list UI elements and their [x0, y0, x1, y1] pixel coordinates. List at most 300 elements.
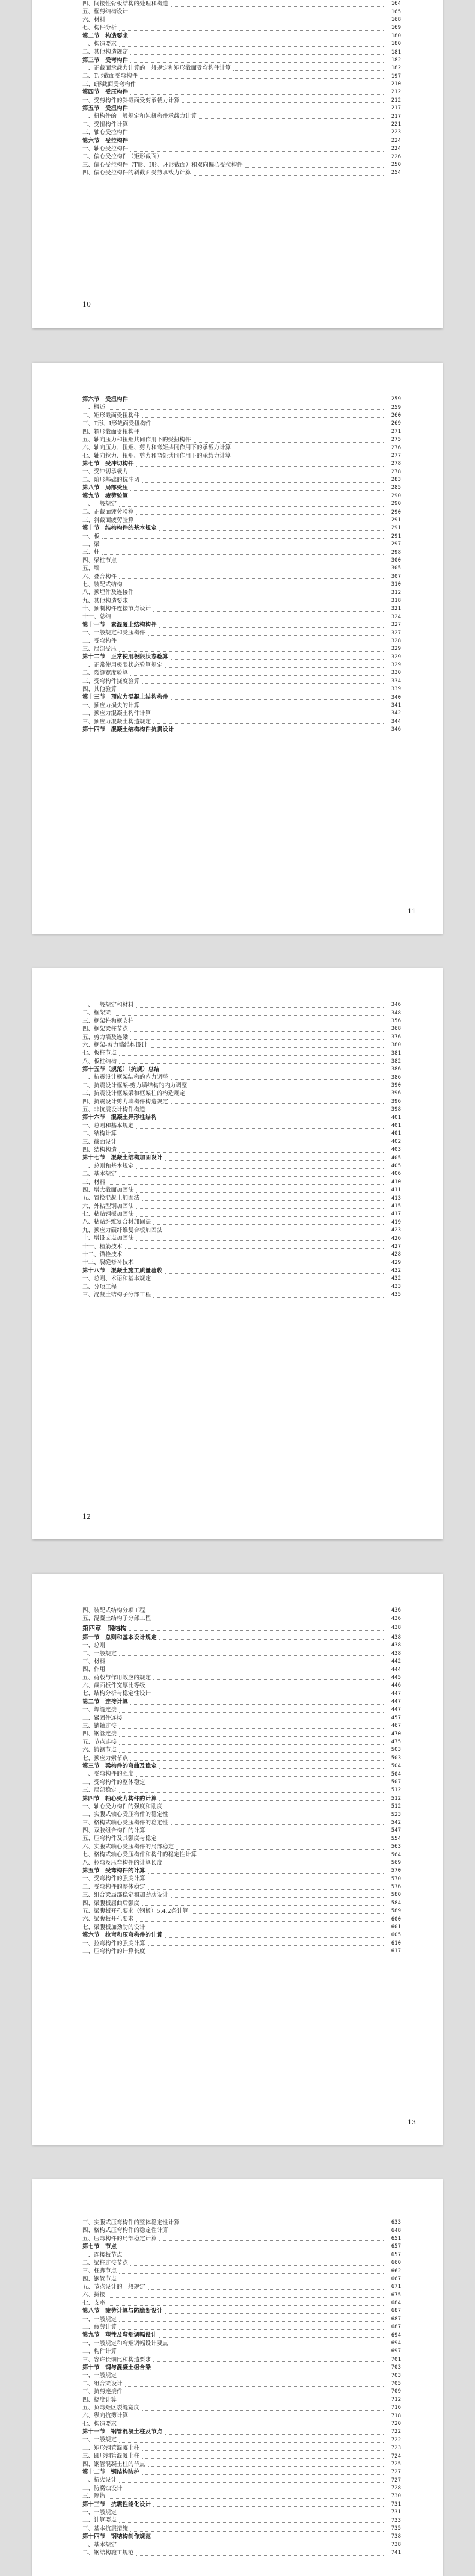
- toc-entry[interactable]: [82, 1017, 401, 1025]
- toc-entry-title: 四、格构式压弯构件的稳定性计算: [82, 2227, 168, 2234]
- toc-entry-page: 334: [391, 678, 401, 684]
- toc-entry[interactable]: [82, 645, 401, 653]
- toc-entry-title: 第六节 受扭构件: [82, 396, 129, 403]
- toc-entry-page: 697: [391, 2348, 401, 2355]
- toc-entry[interactable]: [82, 2516, 401, 2524]
- toc-entry[interactable]: [82, 508, 401, 516]
- toc-entry-title: 三、T形、I形截面受扭构件: [82, 420, 152, 428]
- dot-leader: [171, 5, 384, 7]
- toc-entry[interactable]: [82, 597, 401, 605]
- toc-entry-page: 290: [391, 492, 401, 499]
- toc-entry[interactable]: [82, 581, 401, 589]
- toc-entry-page: 731: [391, 2501, 401, 2507]
- toc-entry[interactable]: [82, 1803, 401, 1811]
- toc-entry[interactable]: [82, 1058, 401, 1066]
- toc-entry-title: 二、偏心受拉构件（矩形截面）: [82, 153, 163, 161]
- toc-entry-title: 一、预应力损失的计算: [82, 702, 140, 709]
- toc-entry-page: 651: [391, 2235, 401, 2242]
- toc-section-entry[interactable]: [82, 1267, 401, 1275]
- toc-entry[interactable]: [82, 97, 401, 105]
- toc-entry[interactable]: [82, 605, 401, 613]
- dot-leader: [153, 610, 384, 612]
- dot-leader: [119, 2320, 384, 2322]
- toc-entry-page: 446: [391, 1682, 401, 1689]
- toc-entry-title: 三、斜截面疲劳验算: [82, 517, 134, 524]
- toc-entry[interactable]: [82, 452, 401, 460]
- dot-leader: [102, 546, 384, 547]
- toc-section-entry[interactable]: [82, 1634, 401, 1642]
- toc-entry-title: 一、概述: [82, 404, 106, 411]
- toc-entry[interactable]: [82, 2477, 401, 2485]
- toc-entry[interactable]: [82, 129, 401, 136]
- toc-entry[interactable]: [82, 1130, 401, 1138]
- dot-leader: [125, 2490, 384, 2491]
- toc-entry[interactable]: [82, 1948, 401, 1955]
- toc-entry-page: 342: [391, 710, 401, 717]
- toc-entry[interactable]: [82, 2485, 401, 2492]
- toc-entry[interactable]: [82, 1755, 401, 1762]
- toc-entry-title: 二、梁: [82, 541, 100, 548]
- toc-entry[interactable]: [82, 1859, 401, 1867]
- dot-leader: [142, 1904, 384, 1906]
- toc-section-entry[interactable]: [82, 1154, 401, 1162]
- dot-leader: [153, 1296, 384, 1298]
- toc-entry-page: 675: [391, 2292, 401, 2298]
- toc-entry[interactable]: [82, 2323, 401, 2331]
- toc-entry[interactable]: [82, 1843, 401, 1851]
- toc-entry[interactable]: [82, 1875, 401, 1883]
- toc-entry[interactable]: [82, 1900, 401, 1907]
- toc-entry[interactable]: [82, 1162, 401, 1170]
- dot-leader: [136, 514, 384, 515]
- toc-entry[interactable]: [82, 1883, 401, 1891]
- dot-leader: [136, 594, 384, 595]
- toc-entry[interactable]: [82, 548, 401, 556]
- toc-entry[interactable]: [82, 2251, 401, 2259]
- toc-entry[interactable]: [82, 1259, 401, 1267]
- toc-entry[interactable]: [82, 1827, 401, 1835]
- toc-entry[interactable]: [82, 1891, 401, 1899]
- toc-entry[interactable]: [82, 500, 401, 508]
- toc-entry[interactable]: [82, 1851, 401, 1859]
- toc-entry[interactable]: [82, 613, 401, 621]
- toc-entry[interactable]: [82, 702, 401, 710]
- toc-entry-page: 382: [391, 1058, 401, 1064]
- toc-entry-page: 438: [391, 1642, 401, 1649]
- toc-entry[interactable]: [82, 589, 401, 596]
- dot-leader: [125, 2393, 384, 2394]
- toc-entry[interactable]: [82, 16, 401, 24]
- toc-entry[interactable]: [82, 2492, 401, 2500]
- toc-entry[interactable]: [82, 8, 401, 16]
- toc-entry[interactable]: [82, 637, 401, 645]
- dot-leader: [165, 1232, 384, 1233]
- toc-entry-title: 六、铸钢节点: [82, 1747, 117, 1754]
- toc-entry[interactable]: [82, 678, 401, 685]
- dot-leader: [136, 522, 384, 523]
- dot-leader: [148, 1880, 384, 1881]
- toc-entry[interactable]: [82, 1835, 401, 1843]
- dot-leader: [142, 482, 384, 483]
- toc-entry[interactable]: [82, 161, 401, 169]
- toc-entry-page: 259: [391, 396, 401, 403]
- toc-section-entry[interactable]: [82, 396, 401, 403]
- toc-entry[interactable]: [82, 1907, 401, 1915]
- toc-entry[interactable]: [82, 476, 401, 484]
- toc-entry-page: 438: [391, 1650, 401, 1657]
- toc-entry[interactable]: [82, 2275, 401, 2283]
- toc-entry[interactable]: [82, 1025, 401, 1033]
- toc-entry[interactable]: [82, 1219, 401, 1227]
- toc-entry[interactable]: [82, 1243, 401, 1251]
- toc-entry[interactable]: [82, 420, 401, 428]
- toc-entry[interactable]: [82, 1786, 401, 1794]
- toc-section-entry[interactable]: [82, 1114, 401, 1121]
- dot-leader: [119, 578, 384, 579]
- toc-entry[interactable]: [82, 1658, 401, 1666]
- toc-entry-title: 二、T形截面受弯构件: [82, 73, 138, 80]
- toc-section-entry[interactable]: [82, 1762, 401, 1770]
- dot-leader: [142, 682, 384, 684]
- toc-section-entry[interactable]: [82, 1795, 401, 1803]
- toc-entry[interactable]: [82, 1001, 401, 1009]
- toc-entry-page: 617: [391, 1948, 401, 1955]
- dot-leader: [119, 2353, 384, 2354]
- toc-entry[interactable]: [82, 1915, 401, 1923]
- toc-entry-title: 四、钢管混凝土柱的节点: [82, 2461, 146, 2468]
- toc-entry[interactable]: [82, 2316, 401, 2323]
- toc-entry[interactable]: [82, 64, 401, 72]
- toc-entry[interactable]: [82, 661, 401, 669]
- dot-leader: [159, 1119, 384, 1120]
- toc-entry[interactable]: [82, 1738, 401, 1746]
- toc-entry[interactable]: [82, 2388, 401, 2396]
- toc-section-entry[interactable]: [82, 484, 401, 492]
- dot-leader: [119, 2272, 384, 2274]
- toc-entry-page: 444: [391, 1666, 401, 1673]
- dot-leader: [165, 1159, 384, 1161]
- toc-section-entry[interactable]: [82, 105, 401, 112]
- toc-section-entry[interactable]: [82, 2243, 401, 2251]
- toc-section-entry[interactable]: [82, 693, 401, 701]
- toc-section-entry[interactable]: [82, 2428, 401, 2436]
- toc-entry[interactable]: [82, 2356, 401, 2364]
- toc-entry[interactable]: [82, 1074, 401, 1082]
- toc-entry[interactable]: [82, 1179, 401, 1186]
- toc-entry[interactable]: [82, 2267, 401, 2275]
- toc-entry[interactable]: [82, 1924, 401, 1931]
- toc-section-entry[interactable]: [82, 654, 401, 661]
- toc-entry-title: 六、拼接: [82, 2292, 106, 2299]
- toc-entry[interactable]: [82, 573, 401, 581]
- toc-entry-title: 二、紧固件连接: [82, 1714, 123, 1722]
- toc-section-entry[interactable]: [82, 88, 401, 96]
- toc-entry[interactable]: [82, 169, 401, 177]
- toc-entry-page: 657: [391, 2243, 401, 2250]
- toc-entry-title: 一、焊缝连接: [82, 1707, 117, 1714]
- toc-entry[interactable]: [82, 1049, 401, 1057]
- toc-entry[interactable]: [82, 1106, 401, 1114]
- toc-entry[interactable]: [82, 1682, 401, 1690]
- toc-entry[interactable]: [82, 2292, 401, 2299]
- toc-section-entry[interactable]: [82, 460, 401, 468]
- toc-entry[interactable]: [82, 48, 401, 56]
- toc-entry[interactable]: [82, 517, 401, 524]
- toc-section-entry[interactable]: [82, 492, 401, 500]
- toc-entry[interactable]: [82, 0, 401, 8]
- toc-entry[interactable]: [82, 2219, 401, 2227]
- toc-section-entry[interactable]: [82, 57, 401, 64]
- toc-entry[interactable]: [82, 2396, 401, 2404]
- toc-entry[interactable]: [82, 1615, 401, 1622]
- toc-entry-title: 三、受弯构件挠度验算: [82, 678, 140, 685]
- toc-entry[interactable]: [82, 153, 401, 161]
- dot-leader: [130, 497, 384, 498]
- toc-entry[interactable]: [82, 2509, 401, 2516]
- toc-entry-title: 第十一节 钢管混凝土柱及节点: [82, 2429, 163, 2436]
- toc-entry[interactable]: [82, 468, 401, 476]
- toc-section-entry[interactable]: [82, 137, 401, 145]
- toc-entry-title: 二、受弯构件的整体稳定: [82, 1883, 146, 1891]
- toc-entry-page: 723: [391, 2445, 401, 2452]
- toc-list: [82, 0, 401, 177]
- toc-entry[interactable]: [82, 541, 401, 548]
- toc-entry[interactable]: [82, 436, 401, 444]
- toc-section-entry[interactable]: [82, 1867, 401, 1875]
- toc-entry-page: 406: [391, 1171, 401, 1177]
- toc-entry-page: 224: [391, 137, 401, 144]
- toc-entry-page: 662: [391, 2268, 401, 2274]
- toc-entry-title: 一、一般规定和材料: [82, 1001, 134, 1008]
- toc-entry-title: 二、疲劳计算: [82, 2324, 117, 2331]
- toc-entry[interactable]: [82, 24, 401, 32]
- toc-entry[interactable]: [82, 2461, 401, 2468]
- toc-entry-page: 221: [391, 121, 401, 128]
- toc-entry[interactable]: [82, 1779, 401, 1786]
- toc-entry[interactable]: [82, 2420, 401, 2428]
- toc-entry-title: 五、负弯矩区裂缝宽度: [82, 2404, 140, 2411]
- toc-entry-title: 十三、裂缝修补技术: [82, 1259, 134, 1266]
- toc-entry-page: 447: [391, 1707, 401, 1713]
- toc-entry-page: 346: [391, 1002, 401, 1008]
- toc-entry[interactable]: [82, 1690, 401, 1698]
- toc-entry[interactable]: [82, 1186, 401, 1194]
- toc-entry[interactable]: [82, 2348, 401, 2355]
- toc-entry[interactable]: [82, 629, 401, 637]
- toc-entry-page: 507: [391, 1779, 401, 1785]
- toc-entry-page: 703: [391, 2364, 401, 2371]
- toc-section-entry[interactable]: [82, 2364, 401, 2372]
- toc-entry-title: 六、框架-剪力墙结构设计: [82, 1041, 147, 1049]
- toc-entry[interactable]: [82, 1251, 401, 1259]
- dot-leader: [119, 1063, 384, 1064]
- dot-leader: [188, 1095, 384, 1096]
- toc-entry-title: 二、防腐蚀设计: [82, 2485, 123, 2492]
- toc-entry[interactable]: [82, 1210, 401, 1218]
- toc-entry-page: 376: [391, 1034, 401, 1040]
- toc-section-entry[interactable]: [82, 2533, 401, 2541]
- page-number: 13: [408, 2118, 416, 2126]
- toc-entry[interactable]: [82, 403, 401, 411]
- toc-entry[interactable]: [82, 2525, 401, 2533]
- toc-entry[interactable]: [82, 2283, 401, 2291]
- toc-entry[interactable]: [82, 1203, 401, 1210]
- toc-entry[interactable]: [82, 1940, 401, 1948]
- dot-leader: [114, 618, 384, 619]
- toc-entry[interactable]: [82, 1730, 401, 1738]
- toc-section-entry[interactable]: [82, 1066, 401, 1073]
- toc-entry[interactable]: [82, 444, 401, 452]
- toc-entry[interactable]: [82, 1098, 401, 1106]
- toc-entry[interactable]: [82, 2404, 401, 2412]
- toc-entry[interactable]: [82, 40, 401, 48]
- toc-section-entry[interactable]: [82, 2307, 401, 2315]
- toc-entry-title: 三、局部稳定: [82, 1787, 117, 1794]
- toc-entry[interactable]: [82, 718, 401, 726]
- toc-entry[interactable]: [82, 1275, 401, 1283]
- toc-entry[interactable]: [82, 2444, 401, 2452]
- toc-section-entry[interactable]: [82, 524, 401, 532]
- toc-entry[interactable]: [82, 2259, 401, 2267]
- toc-entry-title: 六、叠合构件: [82, 573, 117, 580]
- toc-entry[interactable]: [82, 2235, 401, 2243]
- toc-section-entry[interactable]: [82, 2501, 401, 2509]
- dot-leader: [171, 2232, 384, 2233]
- toc-entry[interactable]: [82, 2380, 401, 2388]
- toc-entry-title: 二、一般规定: [82, 1650, 117, 1657]
- dot-leader: [119, 1735, 384, 1737]
- dot-leader: [130, 54, 384, 55]
- toc-entry[interactable]: [82, 1227, 401, 1234]
- toc-entry[interactable]: [82, 1674, 401, 1682]
- toc-entry-title: 三、圆形钢管混凝土柱: [82, 2453, 140, 2460]
- toc-entry-page: 667: [391, 2275, 401, 2282]
- dot-leader: [119, 691, 384, 692]
- toc-entry[interactable]: [82, 2452, 401, 2460]
- toc-entry[interactable]: [82, 1170, 401, 1178]
- toc-entry[interactable]: [82, 1722, 401, 1730]
- dot-leader: [125, 1256, 384, 1257]
- toc-entry-title: 五、剪力墙及连梁: [82, 1034, 129, 1041]
- toc-entry-title: 第十二节 钢结构防护: [82, 2469, 140, 2476]
- dot-leader: [114, 1014, 384, 1016]
- toc-entry[interactable]: [82, 1811, 401, 1818]
- dot-leader: [189, 1087, 384, 1088]
- dot-leader: [233, 70, 384, 71]
- toc-entry[interactable]: [82, 1194, 401, 1202]
- toc-entry[interactable]: [82, 533, 401, 541]
- toc-entry[interactable]: [82, 2340, 401, 2348]
- toc-entry-page: 276: [391, 444, 401, 451]
- dot-leader: [159, 1800, 384, 1801]
- toc-entry[interactable]: [82, 1607, 401, 1615]
- toc-section-entry[interactable]: [82, 2468, 401, 2476]
- toc-entry[interactable]: [82, 1714, 401, 1722]
- dot-leader: [130, 489, 384, 491]
- dot-leader: [119, 2441, 384, 2443]
- toc-section-entry[interactable]: [82, 1931, 401, 1939]
- toc-page-2: [32, 363, 443, 934]
- toc-entry[interactable]: [82, 1234, 401, 1242]
- toc-section-entry[interactable]: [82, 2331, 401, 2339]
- toc-section-entry[interactable]: [82, 1698, 401, 1706]
- toc-entry[interactable]: [82, 145, 401, 153]
- toc-entry[interactable]: [82, 112, 401, 120]
- toc-entry[interactable]: [82, 1819, 401, 1827]
- toc-entry[interactable]: [82, 2549, 401, 2557]
- dot-leader: [165, 2433, 384, 2435]
- toc-entry-title: 五、节点连接: [82, 1738, 117, 1746]
- toc-entry[interactable]: [82, 428, 401, 436]
- toc-entry-title: 第十四节 混凝土结构构件抗震设计: [82, 726, 174, 733]
- toc-entry[interactable]: [82, 1122, 401, 1130]
- toc-entry-page: 589: [391, 1908, 401, 1915]
- toc-entry-title: 四、增大截面加固法: [82, 1186, 134, 1194]
- toc-entry-title: 六、梁腹板开孔要求: [82, 1916, 134, 1923]
- toc-entry-page: 259: [391, 404, 401, 411]
- toc-entry[interactable]: [82, 2541, 401, 2549]
- toc-entry-page: 709: [391, 2388, 401, 2395]
- toc-entry-page: 328: [391, 637, 401, 644]
- toc-section-entry[interactable]: [82, 621, 401, 629]
- toc-entry[interactable]: [82, 1146, 401, 1154]
- toc-entry-title: 八、板柱结构: [82, 1058, 117, 1065]
- toc-entry[interactable]: [82, 1041, 401, 1049]
- toc-entry[interactable]: [82, 1650, 401, 1658]
- toc-entry[interactable]: [82, 1291, 401, 1299]
- toc-entry[interactable]: [82, 412, 401, 420]
- toc-entry[interactable]: [82, 73, 401, 81]
- toc-entry-page: 401: [391, 1123, 401, 1129]
- toc-entry[interactable]: [82, 1706, 401, 1714]
- toc-entry[interactable]: [82, 565, 401, 572]
- toc-entry[interactable]: [82, 1666, 401, 1673]
- toc-entry-page: 339: [391, 686, 401, 693]
- toc-entry[interactable]: [82, 1034, 401, 1041]
- toc-entry[interactable]: [82, 2299, 401, 2307]
- toc-entry[interactable]: [82, 1138, 401, 1146]
- toc-entry[interactable]: [82, 2412, 401, 2420]
- toc-entry[interactable]: [82, 2436, 401, 2444]
- toc-entry[interactable]: [82, 121, 401, 129]
- toc-entry[interactable]: [82, 710, 401, 717]
- toc-list: [82, 2219, 401, 2557]
- toc-entry-page: 285: [391, 485, 401, 491]
- toc-entry[interactable]: [82, 557, 401, 565]
- toc-entry[interactable]: [82, 1082, 401, 1090]
- toc-entry[interactable]: [82, 1090, 401, 1097]
- toc-entry[interactable]: [82, 2227, 401, 2234]
- toc-entry[interactable]: [82, 685, 401, 693]
- toc-entry[interactable]: [82, 2372, 401, 2379]
- toc-entry[interactable]: [82, 1746, 401, 1754]
- toc-section-entry[interactable]: [82, 726, 401, 734]
- toc-entry[interactable]: [82, 1642, 401, 1649]
- toc-entry-title: 五、框剪结构设计: [82, 8, 129, 16]
- toc-entry-title: 第六节 拉弯和压弯构件的计算: [82, 1932, 163, 1939]
- toc-entry[interactable]: [82, 81, 401, 88]
- toc-entry[interactable]: [82, 1283, 401, 1291]
- toc-section-entry[interactable]: [82, 32, 401, 40]
- toc-entry-page: 298: [391, 549, 401, 556]
- toc-chapter-entry[interactable]: [82, 1623, 401, 1634]
- toc-entry[interactable]: [82, 1009, 401, 1017]
- toc-entry[interactable]: [82, 669, 401, 677]
- toc-entry-title: 七、梁腹板加劲肋的设计: [82, 1924, 146, 1931]
- toc-entry-page: 291: [391, 517, 401, 524]
- toc-entry[interactable]: [82, 1770, 401, 1778]
- toc-entry-title: 一、受弯构件的强度计算: [82, 1875, 146, 1883]
